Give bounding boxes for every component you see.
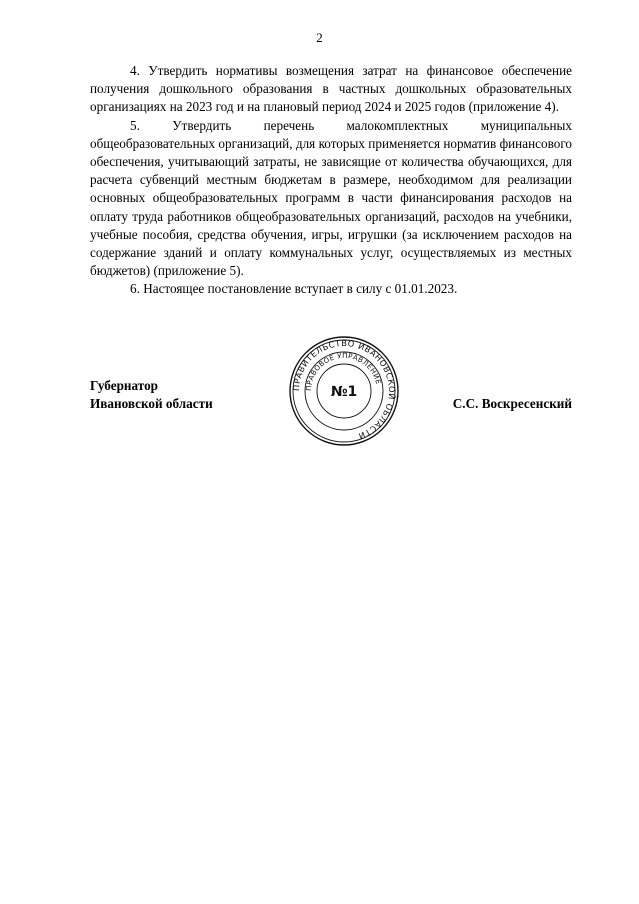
paragraph-4: 4. Утвердить нормативы возмещения затрат на финансовое обеспечение получения дошкольного образования в частных дошкольных образовательных организациях на 2023 год и на плановый период 2024 и 2025 годов (приложение 4). xyxy=(90,63,572,115)
signatory-name: С.С. Воскресенский xyxy=(452,396,572,411)
document-body xyxy=(90,62,572,299)
page-number: 2 xyxy=(316,30,323,45)
paragraph-5: 5. Утвердить перечень малокомплектных муниципальных общеобразовательных организаций, для которых применяется норматив финансового обеспечения, учитывающий затраты, не зависящие от количества обучающихся, для расчета субвенций местным бюджетам в размере, необходимом для реализации основных общеобразовательных программ в части финансирования расходов на оплату труда работников общеобразовательных организаций, расходов на учебники, учебные пособия, средства обучения, игры, игрушки (за исключением расходов на содержание зданий и оплату коммунальных услуг, осуществляемых из местных бюджетов) (приложение 5). xyxy=(90,117,572,279)
seal-outer-text: ПРАВИТЕЛЬСТВО ИВАНОВСКОЙ ОБЛАСТИ xyxy=(290,337,398,442)
signatory-position-line1: Губернатор xyxy=(90,378,158,393)
signatory-position xyxy=(90,377,213,413)
signatory-position-line2: Ивановской области xyxy=(90,396,213,411)
seal-inner-text: ПРАВОВОЕ УПРАВЛЕНИЕ xyxy=(304,351,383,392)
paragraph-6: 6. Настоящее постановление вступает в силу с 01.01.2023. xyxy=(130,281,458,297)
official-seal xyxy=(288,335,400,447)
seal-number: №1 xyxy=(330,384,358,400)
